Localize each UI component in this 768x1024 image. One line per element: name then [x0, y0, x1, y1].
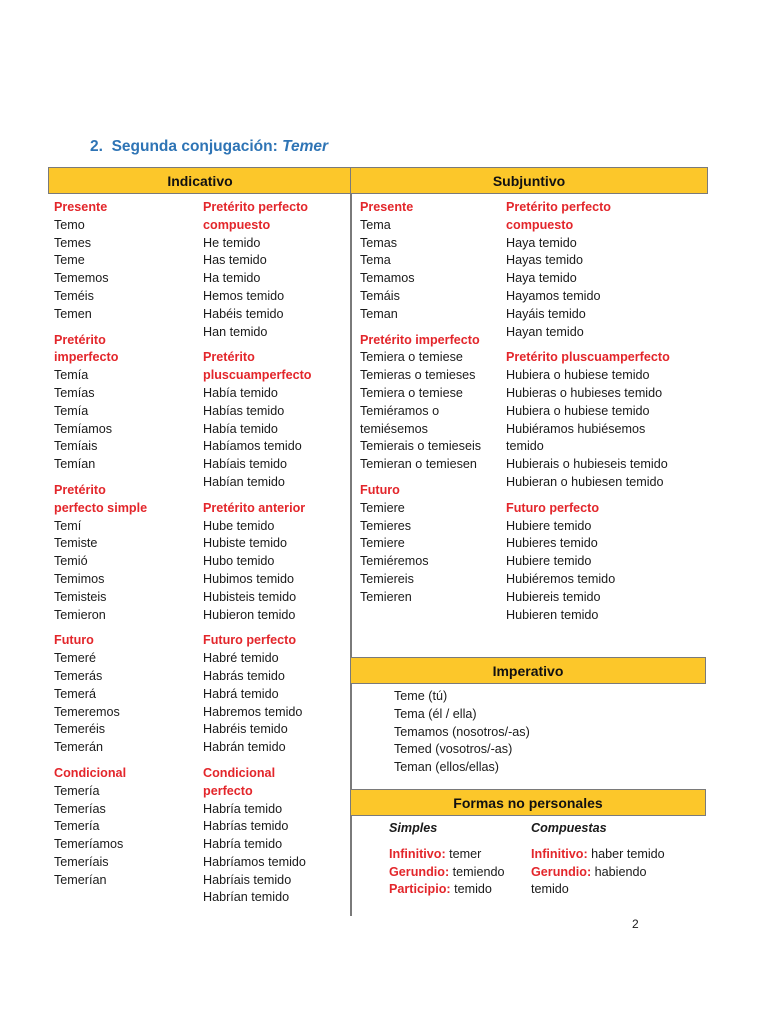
tense-block: [54, 199, 147, 324]
section-text: Segunda conjugación:: [111, 138, 278, 155]
conjugated-form: Habría temido: [203, 837, 283, 852]
tense-block: [203, 500, 311, 625]
formas-compuestas: [531, 820, 665, 899]
conjugated-form: Temiereis: [360, 571, 414, 586]
tense-title: Condicional: [54, 765, 127, 780]
tense-title: compuesto: [203, 217, 271, 232]
imperative-form: Teme (tú): [394, 689, 448, 703]
indicativo-simple-tenses: [54, 199, 147, 897]
conjugated-form: Habréis temido: [203, 722, 288, 737]
conjugated-form: Haya temido: [506, 271, 577, 286]
section-title: [90, 138, 328, 156]
conjugated-form: Teme: [54, 253, 85, 268]
tense-block: [54, 632, 147, 757]
conjugated-form: Hubierais o hubieseis temido: [506, 457, 668, 472]
conjugated-form: Hubiéremos temido: [506, 571, 616, 586]
conjugated-form: Teméis: [54, 288, 94, 303]
conjugated-form: Temería: [54, 783, 100, 798]
conjugated-form: Hayáis temido: [506, 306, 586, 321]
tense-block: [203, 765, 311, 907]
conjugated-form: Temías: [54, 385, 95, 400]
conjugated-form: Temeríamos: [54, 837, 124, 852]
conjugated-form: Habíais temido: [203, 457, 287, 472]
tense-title: perfecto: [203, 783, 253, 798]
formas-header: Formas no personales: [350, 789, 706, 816]
conjugated-form: Temamos: [360, 271, 415, 286]
indicativo-compound-tenses: [203, 199, 311, 915]
conjugated-form: Hubiera o hubiese temido: [506, 403, 650, 418]
conjugated-form: Habrá temido: [203, 686, 279, 701]
conjugated-form: Tema: [360, 217, 391, 232]
tense-block: [506, 349, 670, 491]
simples-row: Gerundio: temiendo: [389, 864, 505, 879]
tense-block: [360, 199, 481, 324]
conjugated-form: Temeré: [54, 651, 96, 666]
conjugated-form: Habríamos temido: [203, 854, 306, 869]
imperativo-list: [394, 688, 530, 777]
tense-block: [360, 332, 481, 474]
conjugated-form: Temieren: [360, 589, 412, 604]
conjugated-form: Habían temido: [203, 474, 285, 489]
tense-title: Condicional: [203, 765, 276, 780]
conjugated-form: Había temido: [203, 385, 278, 400]
conjugated-form: Temerán: [54, 740, 103, 755]
conjugated-form: Temieras o temieses: [360, 368, 476, 383]
tense-title: Futuro: [54, 633, 94, 648]
compuestas-title: Compuestas: [531, 821, 607, 835]
conjugated-form: Habríais temido: [203, 872, 292, 887]
tense-title: Pretérito perfecto: [203, 200, 308, 214]
subjuntivo-compound-tenses: [506, 199, 670, 632]
conjugated-form: Temí: [54, 518, 82, 533]
conjugated-form: Temiéramos o: [360, 403, 440, 418]
simples-row: Infinitivo: temer: [389, 846, 482, 861]
conjugated-form: Hube temido: [203, 518, 275, 533]
conjugated-form: Temíais: [54, 439, 98, 454]
compuestas-row: Gerundio: habiendo: [531, 864, 647, 879]
simples-row: Participio: temido: [389, 882, 492, 897]
section-number: 2.: [90, 138, 103, 155]
conjugated-form: Temerían: [54, 872, 107, 887]
tense-block: [506, 500, 670, 625]
tense-block: [54, 332, 147, 474]
conjugated-form: Temiere: [360, 500, 405, 515]
conjugated-form: Hubieres temido: [506, 536, 598, 551]
conjugated-form: Temíamos: [54, 421, 113, 436]
conjugated-form: Habría temido: [203, 801, 283, 816]
imperative-form: Tema (él / ella): [394, 706, 477, 721]
tense-title: Pretérito pluscuamperfecto: [506, 350, 670, 365]
conjugated-form: Habrás temido: [203, 668, 285, 683]
conjugated-form: Hubiere temido: [506, 518, 592, 533]
tense-block: [360, 482, 481, 607]
conjugated-form: Hubiere temido: [506, 554, 592, 569]
conjugated-form: Temerás: [54, 668, 103, 683]
conjugated-form: Hubieran o hubiesen temido: [506, 474, 664, 489]
conjugated-form: Temimos: [54, 571, 105, 586]
conjugated-form: Temieron: [54, 607, 106, 622]
tense-title: Pretérito: [203, 350, 255, 365]
compuestas-row: Infinitivo: haber temido: [531, 846, 665, 861]
tense-title: imperfecto: [54, 350, 119, 365]
conjugated-form: Han temido: [203, 324, 268, 339]
tense-title: Futuro: [360, 482, 400, 497]
conjugated-form: Habrán temido: [203, 740, 286, 755]
conjugated-form: Temeremos: [54, 704, 120, 719]
tense-block: [203, 349, 311, 491]
conjugated-form: Hubimos temido: [203, 571, 294, 586]
conjugated-form: Había temido: [203, 421, 278, 436]
tense-title: Presente: [54, 200, 108, 214]
conjugated-form: Temiere: [360, 536, 405, 551]
conjugated-form: Temiste: [54, 536, 98, 551]
tense-title: Futuro perfecto: [506, 500, 600, 515]
conjugated-form: Has temido: [203, 253, 267, 268]
indicativo-header: Indicativo: [48, 167, 352, 194]
subjuntivo-simple-tenses: [360, 199, 481, 615]
conjugated-form: Habías temido: [203, 403, 285, 418]
conjugated-form: Hubo temido: [203, 554, 275, 569]
conjugated-form: Habremos temido: [203, 704, 303, 719]
tense-title: compuesto: [506, 217, 574, 232]
tense-title: Pretérito imperfecto: [360, 332, 480, 347]
conjugated-form: Tema: [360, 253, 391, 268]
conjugated-form: Hubiera o hubiese temido: [506, 368, 650, 383]
conjugated-form: Hubiste temido: [203, 536, 287, 551]
conjugated-form: Hubieron temido: [203, 607, 296, 622]
conjugated-form: Temían: [54, 457, 96, 472]
conjugated-form: Hayamos temido: [506, 288, 601, 303]
conjugated-form: Temen: [54, 306, 92, 321]
conjugated-form: Ha temido: [203, 271, 261, 286]
tense-title: pluscuamperfecto: [203, 368, 312, 383]
conjugated-form: Hubieren temido: [506, 607, 599, 622]
conjugated-form: Temáis: [360, 288, 400, 303]
conjugated-form: Hubieras o hubieses temido: [506, 385, 663, 400]
tense-title: Pretérito: [54, 332, 106, 347]
conjugated-form: Habré temido: [203, 651, 279, 666]
tense-title: Futuro perfecto: [203, 633, 297, 648]
conjugated-form: Temiera o temiese: [360, 385, 463, 400]
formas-simples: [389, 820, 504, 899]
conjugated-form: Hayas temido: [506, 253, 583, 268]
conjugated-form: Habrías temido: [203, 819, 289, 834]
conjugated-form: Habíamos temido: [203, 439, 302, 454]
subjuntivo-header: Subjuntivo: [350, 167, 708, 194]
tense-title: Pretérito: [54, 482, 106, 497]
conjugated-form: Hayan temido: [506, 324, 584, 339]
section-verb: Temer: [282, 138, 329, 155]
conjugated-form: Temas: [360, 235, 398, 250]
conjugated-form: Temiera o temiese: [360, 350, 463, 365]
imperative-form: Temed (vosotros/-as): [394, 742, 513, 757]
conjugated-form: Temeréis: [54, 722, 106, 737]
conjugated-form: Temió: [54, 554, 88, 569]
conjugated-form: Temisteis: [54, 589, 107, 604]
conjugated-form: Temieres: [360, 518, 412, 533]
conjugated-form: Habrían temido: [203, 890, 290, 905]
conjugated-form: temiésemos: [360, 421, 428, 436]
tense-block: [203, 199, 311, 341]
conjugated-form: Temo: [54, 217, 85, 232]
tense-block: [54, 482, 147, 624]
conjugated-form: He temido: [203, 235, 261, 250]
conjugated-form: Haya temido: [506, 235, 577, 250]
conjugated-form: Temierais o temieseis: [360, 439, 482, 454]
imperative-form: Temamos (nosotros/-as): [394, 724, 530, 739]
simples-title: Simples: [389, 821, 438, 835]
tense-title: perfecto simple: [54, 500, 148, 515]
tense-title: Pretérito anterior: [203, 500, 306, 515]
tense-block: [54, 765, 147, 890]
conjugated-form: Habéis temido: [203, 306, 284, 321]
conjugated-form: Temía: [54, 368, 89, 383]
conjugated-form: Tememos: [54, 271, 109, 286]
conjugated-form: Hubiéramos hubiésemos: [506, 421, 646, 436]
conjugated-form: Temiéremos: [360, 554, 429, 569]
tense-block: [203, 632, 311, 757]
tense-block: [506, 199, 670, 341]
conjugated-form: Temerá: [54, 686, 96, 701]
conjugated-form: Hubisteis temido: [203, 589, 297, 604]
conjugated-form: Temerías: [54, 801, 106, 816]
conjugated-form: Temieran o temiesen: [360, 457, 477, 472]
conjugated-form: Hubiereis temido: [506, 589, 601, 604]
imperativo-header: Imperativo: [350, 657, 706, 684]
conjugated-form: Temería: [54, 819, 100, 834]
conjugated-form: Temeríais: [54, 854, 109, 869]
conjugated-form: Teman: [360, 306, 398, 321]
page-number: 2: [632, 917, 639, 931]
conjugated-form: Temes: [54, 235, 92, 250]
compuestas-row: temido: [531, 882, 569, 897]
conjugated-form: Temía: [54, 403, 89, 418]
imperative-form: Teman (ellos/ellas): [394, 760, 499, 775]
conjugated-form: Hemos temido: [203, 288, 285, 303]
tense-title: Presente: [360, 200, 414, 214]
tense-title: Pretérito perfecto: [506, 200, 611, 214]
conjugated-form: temido: [506, 439, 544, 454]
